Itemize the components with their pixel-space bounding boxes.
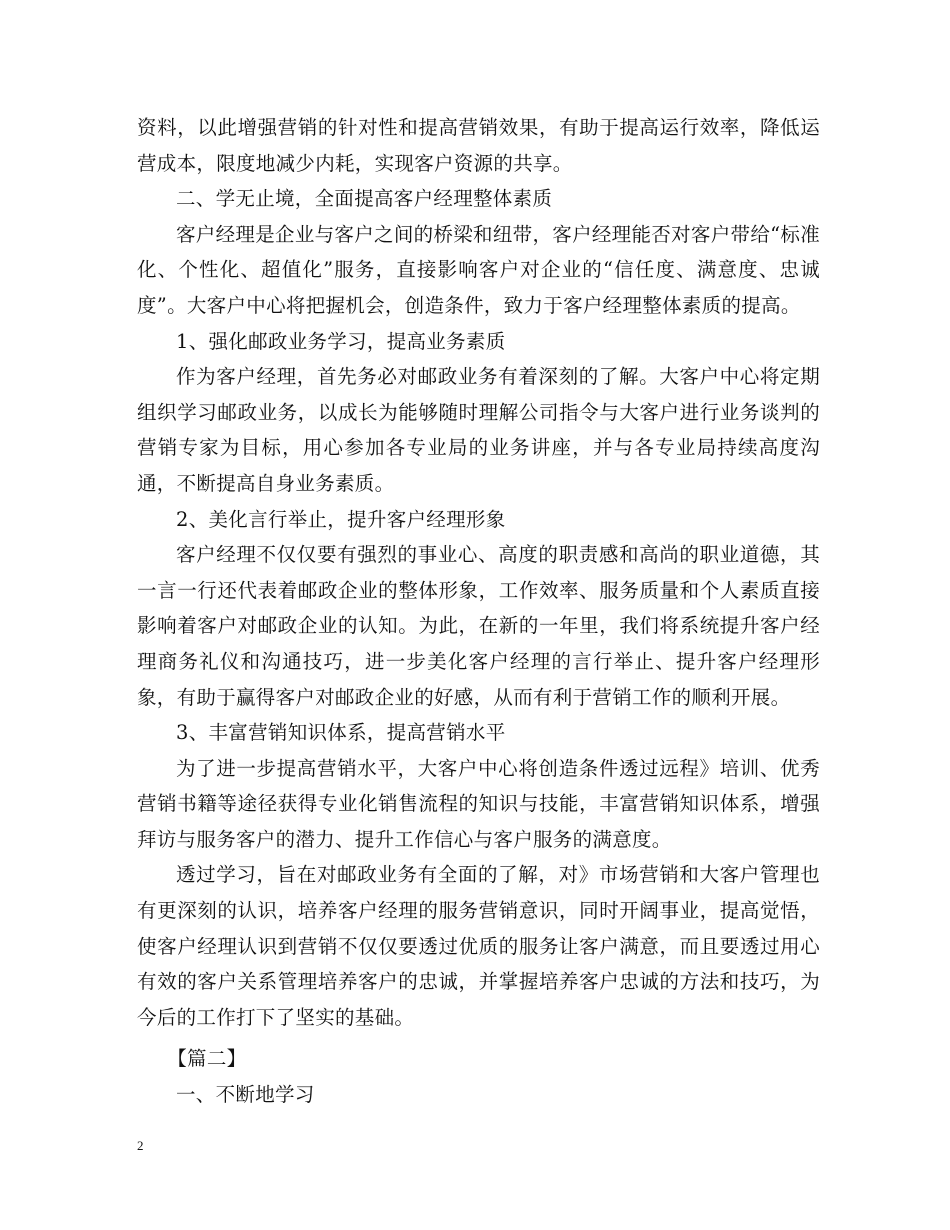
section-heading-continuous-learning: 一、不断地学习 bbox=[176, 1083, 315, 1107]
subheading-3: 3、丰富营销知识体系，提高营销水平 bbox=[176, 721, 506, 745]
section-title-part-two: 【篇二】 bbox=[167, 1047, 247, 1071]
subheading-1: 1、强化邮政业务学习，提高业务素质 bbox=[176, 329, 506, 353]
paragraph-image: 客户经理不仅仅要有强烈的事业心、高度的职责感和高尚的职业道德，其一言一行还代表着邮政企业的整体形象，工作效率、服务质量和个人素质直接影响着客户对邮政企业的认知。为此，在新的一年里，我们将系统提升客户经理商务礼仪和沟通技巧，进一步美化客户经理的言行举止、提升客户经理形象，有助于赢得客户对邮政企业的好感，从而有利于营销工作的顺利开展。 bbox=[137, 543, 820, 709]
section-heading-2: 二、学无止境，全面提高客户经理整体素质 bbox=[176, 187, 553, 211]
paragraph-continuation: 资料，以此增强营销的针对性和提高营销效果，有助于提高运行效率，降低运营成本，限度地减少内耗，实现客户资源的共享。 bbox=[137, 116, 820, 175]
paragraph-postal-business: 作为客户经理，首先务必对邮政业务有着深刻的了解。大客户中心将定期组织学习邮政业务，以成长为能够随时理解公司指令与大客户进行业务谈判的营销专家为目标，用心参加各专业局的业务讲座，并与各专业局持续高度沟通，不断提高自身业务素质。 bbox=[137, 365, 820, 495]
document-body bbox=[137, 110, 820, 1113]
paragraph-bridge: 客户经理是企业与客户之间的桥梁和纽带，客户经理能否对客户带给“标准化、个性化、超值化”服务，直接影响客户对企业的“信任度、满意度、忠诚度”。大客户中心将把握机会，创造条件，致力于客户经理整体素质的提高。 bbox=[137, 222, 820, 317]
subheading-2: 2、美化言行举止，提升客户经理形象 bbox=[176, 507, 506, 531]
paragraph-marketing-level: 为了进一步提高营销水平，大客户中心将创造条件透过远程》培训、优秀营销书籍等途径获得专业化销售流程的知识与技能，丰富营销知识体系，增强拜访与服务客户的潜力、提升工作信心与客户服务的满意度。 bbox=[137, 756, 820, 851]
page-number: 2 bbox=[137, 1138, 144, 1153]
paragraph-learning-goal: 透过学习，旨在对邮政业务有全面的了解，对》市场营销和大客户管理也有更深刻的认识，培养客户经理的服务营销意识，同时开阔事业，提高觉悟，使客户经理认识到营销不仅仅要透过优质的服务让客户满意，而且要透过用心有效的客户关系管理培养客户的忠诚，并掌握培养客户忠诚的方法和技巧，为今后的工作打下了坚实的基础。 bbox=[137, 863, 820, 1029]
